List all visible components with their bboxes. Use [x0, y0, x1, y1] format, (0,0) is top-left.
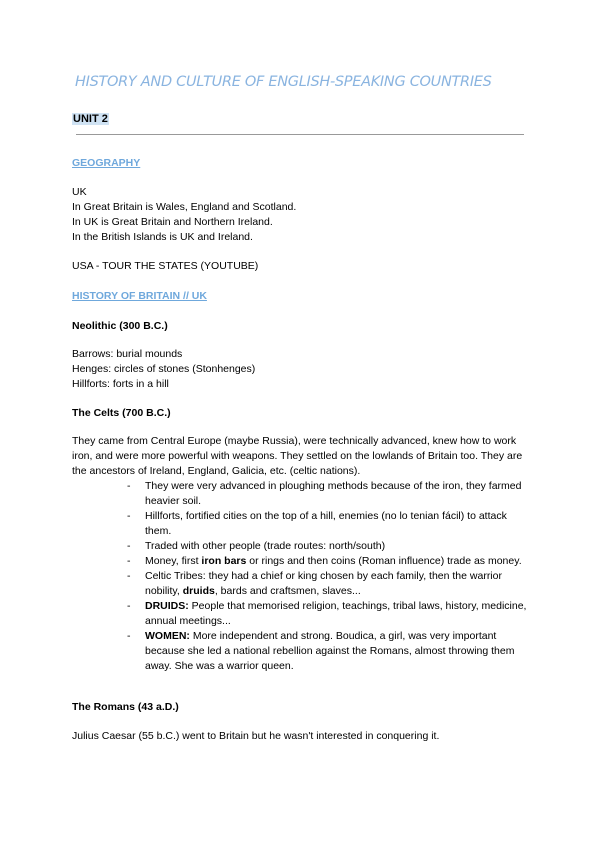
usa-line: USA - TOUR THE STATES (YOUTUBE) [72, 260, 259, 272]
neolithic-heading: Neolithic (300 B.C.) [72, 320, 168, 332]
geography-line: In UK is Great Britain and Northern Ireland. [72, 216, 273, 228]
unit-label: UNIT 2 [73, 113, 108, 125]
neolithic-line: Hillforts: forts in a hill [72, 378, 169, 390]
celts-bullet-list [127, 479, 527, 674]
romans-text: Julius Caesar (55 b.C.) went to Britain but he wasn't interested in conquering it. [72, 730, 440, 742]
list-item: - DRUIDS: People that memorised religion, teachings, tribal laws, history, medicine, annual meetings... [127, 600, 527, 627]
list-item: - They were very advanced in ploughing methods because of the iron, they farmed heavier soil. [127, 480, 522, 507]
list-item: - Traded with other people (trade routes: north/south) [127, 540, 386, 552]
romans-heading: The Romans (43 a.D.) [72, 701, 179, 713]
list-item: - Hillforts, fortified cities on the top of a hill, enemies (no lo tenian fácil) to attack them. [127, 510, 507, 537]
neolithic-line: Henges: circles of stones (Stonhenges) [72, 363, 256, 375]
geography-heading[interactable]: GEOGRAPHY [72, 157, 141, 169]
geography-line: In the British Islands is UK and Ireland. [72, 231, 253, 243]
history-heading[interactable]: HISTORY OF BRITAIN // UK [72, 290, 207, 302]
list-item: - WOMEN: More independent and strong. Boudica, a girl, was very important because she led a national rebellion against the Romans, almost throwing them away. She was a warrior queen. [127, 630, 515, 672]
document-title: HISTORY AND CULTURE OF ENGLISH-SPEAKING COUNTRIES [75, 74, 492, 90]
list-item: - Celtic Tribes: they had a chief or king chosen by each family, then the warrior nobility, druids, bards and craftsmen, slaves... [127, 570, 502, 597]
celts-heading: The Celts (700 B.C.) [72, 407, 171, 419]
geography-line: UK [72, 186, 87, 198]
geography-line: In Great Britain is Wales, England and Scotland. [72, 201, 297, 213]
neolithic-line: Barrows: burial mounds [72, 348, 183, 360]
celts-intro: They came from Central Europe (maybe Russia), were technically advanced, knew how to work iron, and were more powerful with weapons. They settled on the lowlands of Britain too. They are the ancestors of Ireland, England, Galicia, etc. (celtic nations). [72, 435, 523, 477]
horizontal-rule [76, 134, 524, 135]
list-item: - Money, first iron bars or rings and then coins (Roman influence) trade as money. [127, 555, 522, 567]
